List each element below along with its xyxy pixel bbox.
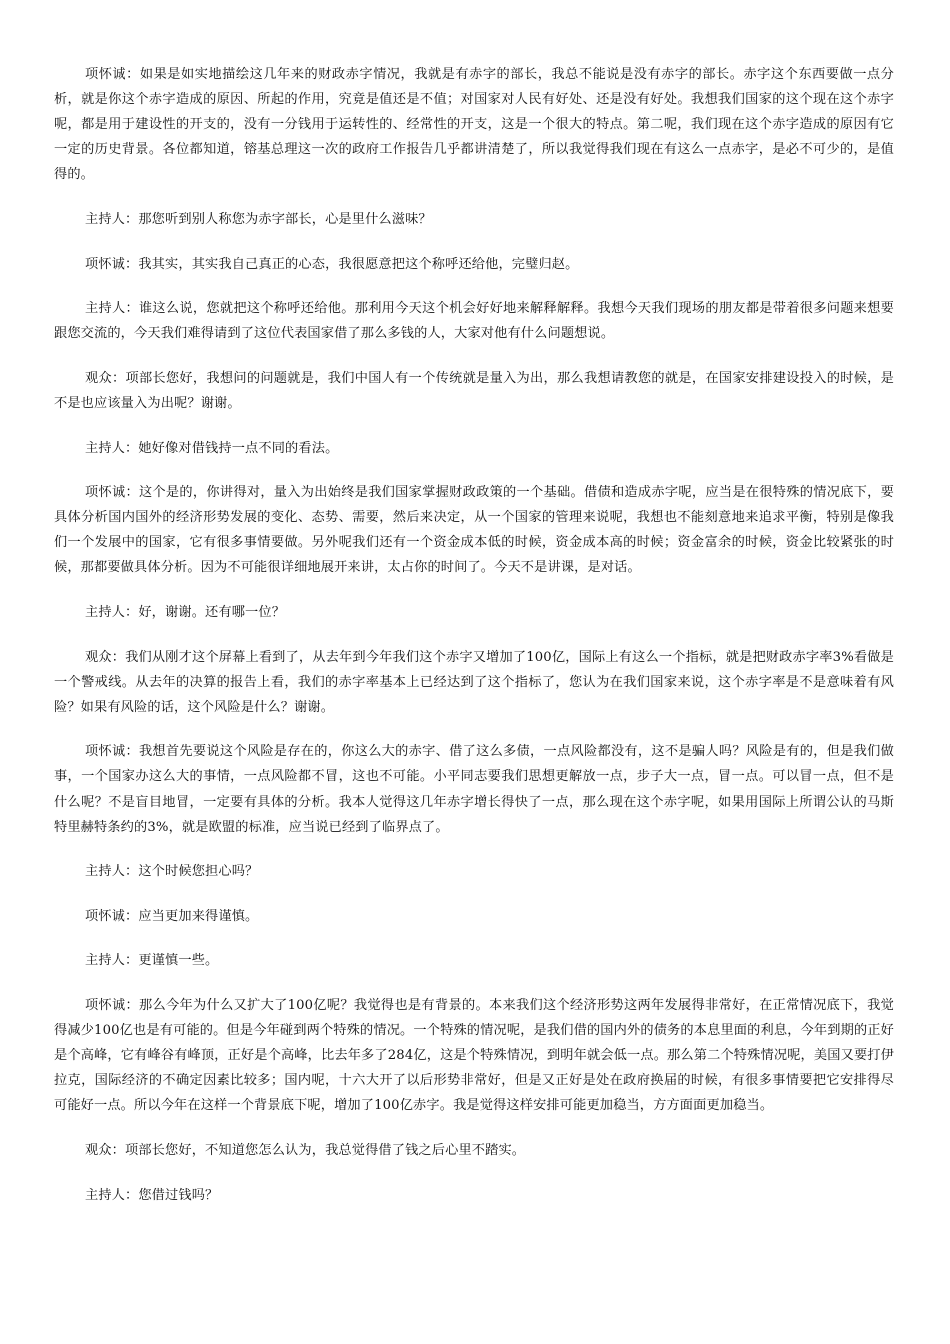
paragraph-host-3: 主持人：她好像对借钱持一点不同的看法。: [85, 440, 339, 456]
paragraph-host-7: 主持人：您借过钱吗？: [85, 1187, 219, 1203]
paragraph-host-4: 主持人：好，谢谢。还有哪一位？: [85, 605, 286, 620]
paragraph-host-6: 主持人：更谨慎一些。: [85, 953, 219, 969]
paragraph-xiang-3: 项怀诚：这个是的，你讲得对，量入为出始终是我们国家掌握财政政策的一个基础。借债和造成赤字呢，应当是在很特殊的情况底下，要具体分析国内国外的经济形势发展的变化、态势、需要，然后来决定，从一个国家的管理来说呢，我想也不能刻意地来追求平衡，特别是像我们一个发展中的国家，它有很多事情要做。另外呢我们还有一个资金成本低的时候，资金成本高的时候；资金富余的时候，资金比较紧张的时候，那都要做具体分析。因为不可能很详细地展开来讲，太占你的时间了。今天不是讲课，是对话。: [54, 485, 894, 576]
paragraph-xiang-2: 项怀诚：我其实，其实我自己真正的心态，我很愿意把这个称呼还给他，完璧归赵。: [85, 256, 579, 272]
paragraph-audience-2: 观众：我们从刚才这个屏幕上看到了，从去年到今年我们这个赤字又增加了100亿，国际上有这么一个指标，就是把财政赤字率3%看做是一个警戒线。从去年的决算的报告上看，我们的赤字率基本上已经达到了这个指标了，您认为在我们国家来说，这个赤字率是不是意味着有风险？如果有风险的话，这个风险是什么？谢谢。: [54, 649, 894, 715]
paragraph-xiang-4: 项怀诚：我想首先要说这个风险是存在的，你这么大的赤字、借了这么多债，一点风险都没有，这不是骗人吗？风险是有的，但是我们做事，一个国家办这么大的事情，一点风险都不冒，这也不可能。小平同志要我们思想更解放一点，步子大一点，冒一点。可以冒一点，但不是什么呢？不是盲目地冒，一定要有具体的分析。我本人觉得这几年赤字增长得快了一点，那么现在这个赤字呢，如果用国际上所谓公认的马斯特里赫特条约的3%，就是欧盟的标准，应当说已经到了临界点了。: [54, 744, 894, 835]
paragraph-host-2: 主持人：谁这么说，您就把这个称呼还给他。那利用今天这个机会好好地来解释解释。我想今天我们现场的朋友都是带着很多问题来想要跟您交流的，今天我们难得请到了这位代表国家借了那么多钱的人，大家对他有什么问题想说。: [54, 301, 894, 342]
paragraph-host-5: 主持人：这个时候您担心吗？: [85, 864, 259, 880]
paragraph-audience-3: 观众：项部长您好，不知道您怎么认为，我总觉得借了钱之后心里不踏实。: [85, 1143, 526, 1158]
paragraph-host-1: 主持人：那您听到别人称您为赤字部长，心是里什么滋味？: [85, 211, 432, 227]
paragraph-xiang-1: 项怀诚：如果是如实地描绘这几年来的财政赤字情况，我就是有赤字的部长，我总不能说是没有赤字的部长。赤字这个东西要做一点分析，就是你这个赤字造成的原因、所起的作用，究竟是值还是不值；对国家对人民有好处、还是没有好处。我想我们国家的这个现在这个赤字呢，都是用于建设性的开支的，没有一分钱用于运转性的、经常性的开支，这是一个很大的特点。第二呢，我们现在这个赤字造成的原因有它一定的历史背景。各位都知道，镕基总理这一次的政府工作报告几乎都讲清楚了，所以我觉得我们现在有这么一点赤字，是必不可少的，是值得的。: [54, 67, 894, 183]
paragraph-xiang-6: 项怀诚：那么今年为什么又扩大了100亿呢？我觉得也是有背景的。本来我们这个经济形势这两年发展得非常好，在正常情况底下，我觉得减少100亿也是有可能的。但是今年碰到两个特殊的情况。一个特殊的情况呢，是我们借的国内外的债务的本息里面的利息，今年到期的正好是个高峰，它有峰谷有峰顶，正好是个高峰，比去年多了284亿，这是个特殊情况，到明年就会低一点。那么第二个特殊情况呢，美国又要打伊拉克，国际经济的不确定因素比较多；国内呢，十六大开了以后形势非常好，但是又正好是处在政府换届的时候，有很多事情要把它安排得尽可能好一点。所以今年在这样一个背景底下呢，增加了100亿赤字。我是觉得这样安排可能更加稳当，方方面面更加稳当。: [54, 998, 894, 1114]
paragraph-audience-1: 观众：项部长您好，我想问的问题就是，我们中国人有一个传统就是量入为出，那么我想请教您的就是，在国家安排建设投入的时候，是不是也应该量入为出呢？谢谢。: [54, 370, 894, 411]
paragraph-xiang-5: 项怀诚：应当更加来得谨慎。: [85, 908, 259, 924]
document-page: [54, 62, 894, 1227]
